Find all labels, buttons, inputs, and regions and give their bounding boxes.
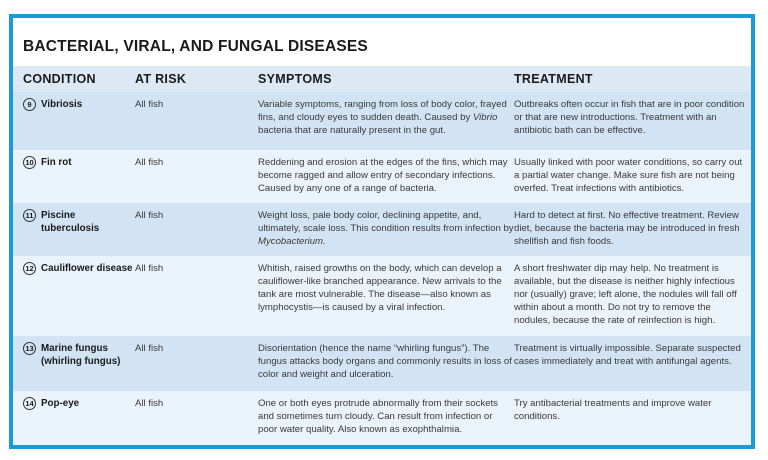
at-risk-cell: All fish — [135, 99, 164, 110]
header-at-risk: AT RISK — [135, 72, 187, 86]
treatment-cell: Hard to detect at first. No effective treatment. Review diet, because the bacteria may be introduced in fresh shellfish and fish foods. — [514, 210, 740, 247]
condition-number: 13 — [23, 342, 36, 355]
table-row — [13, 391, 751, 449]
header-symptoms: SYMPTOMS — [258, 72, 332, 86]
at-risk-cell: All fish — [135, 210, 164, 221]
at-risk-cell: All fish — [135, 157, 164, 168]
condition-number: 12 — [23, 262, 36, 275]
at-risk-cell: All fish — [135, 398, 164, 409]
table-row — [13, 150, 751, 203]
condition-number: 10 — [23, 156, 36, 169]
table-title: BACTERIAL, VIRAL, AND FUNGAL DISEASES — [23, 38, 368, 55]
table-row — [13, 92, 751, 150]
condition-name: Vibriosis — [41, 99, 83, 110]
symptoms-cell: Variable symptoms, ranging from loss of body color, frayed fins, and cloudy eyes to sudden death. Caused by Vibrio bacteria that are naturally present in the gut. — [258, 99, 507, 136]
header-treatment: TREATMENT — [514, 72, 593, 86]
symptoms-cell: Disorientation (hence the name “whirling fungus”). The fungus attacks body organs and commonly results in loss of color and weight and ulceration. — [258, 343, 512, 380]
symptoms-cell: Reddening and erosion at the edges of the fins, which may become ragged and allow entry of secondary infections. Caused by any one of a range of bacteria. — [258, 157, 508, 194]
treatment-cell: A short freshwater dip may help. No treatment is available, but the disease is neither highly infectious nor (usually) grave; left alone, the nodules will fall off within about a month. Do not try to remove the nodules, because the rate of reinfection is high. — [514, 263, 737, 326]
table-row — [13, 336, 751, 391]
treatment-cell: Usually linked with poor water conditions, so carry out a partial water change. Make sure fish are not being overfed. Treat infections with antibiotics. — [514, 157, 743, 194]
table-header — [13, 66, 751, 92]
condition-number: 14 — [23, 397, 36, 410]
condition-cell — [23, 342, 135, 368]
header-condition: CONDITION — [23, 72, 96, 86]
condition-name: Cauliflower disease — [41, 263, 133, 274]
table-row — [13, 203, 751, 256]
condition-cell — [23, 262, 135, 275]
condition-cell — [23, 98, 135, 111]
at-risk-cell: All fish — [135, 263, 164, 274]
at-risk-cell: All fish — [135, 343, 164, 354]
condition-name: Piscine tuberculosis — [41, 210, 100, 234]
condition-name: Fin rot — [41, 157, 72, 168]
condition-name: Marine fungus (whirling fungus) — [41, 343, 121, 367]
condition-name: Pop-eye — [41, 398, 80, 409]
treatment-cell: Try antibacterial treatments and improve water conditions. — [514, 398, 712, 422]
condition-number: 9 — [23, 98, 36, 111]
condition-cell — [23, 209, 135, 235]
treatment-cell: Outbreaks often occur in fish that are in poor condition or that are new introductions. Treatment with an antibiotic bath can be effective. — [514, 99, 745, 136]
condition-cell — [23, 156, 135, 169]
disease-table-frame — [9, 14, 755, 449]
table-row — [13, 256, 751, 336]
symptoms-cell: Whitish, raised growths on the body, which can develop a cauliflower-like branched appearance. New arrivals to the tank are most vulnerable. The disease—also known as lymphocystis—is caused by a viral infection. — [258, 263, 502, 313]
symptoms-cell: One or both eyes protrude abnormally from their sockets and sometimes turn cloudy. Can result from infection or poor water quality. Also known as exophthalmia. — [258, 398, 498, 435]
symptoms-cell: Weight loss, pale body color, declining appetite, and, ultimately, scale loss. This condition results from infection by Mycobacterium. — [258, 210, 514, 247]
treatment-cell: Treatment is virtually impossible. Separate suspected cases immediately and treat with antifungal agents. — [514, 343, 741, 367]
condition-cell — [23, 397, 135, 410]
condition-number: 11 — [23, 209, 36, 222]
